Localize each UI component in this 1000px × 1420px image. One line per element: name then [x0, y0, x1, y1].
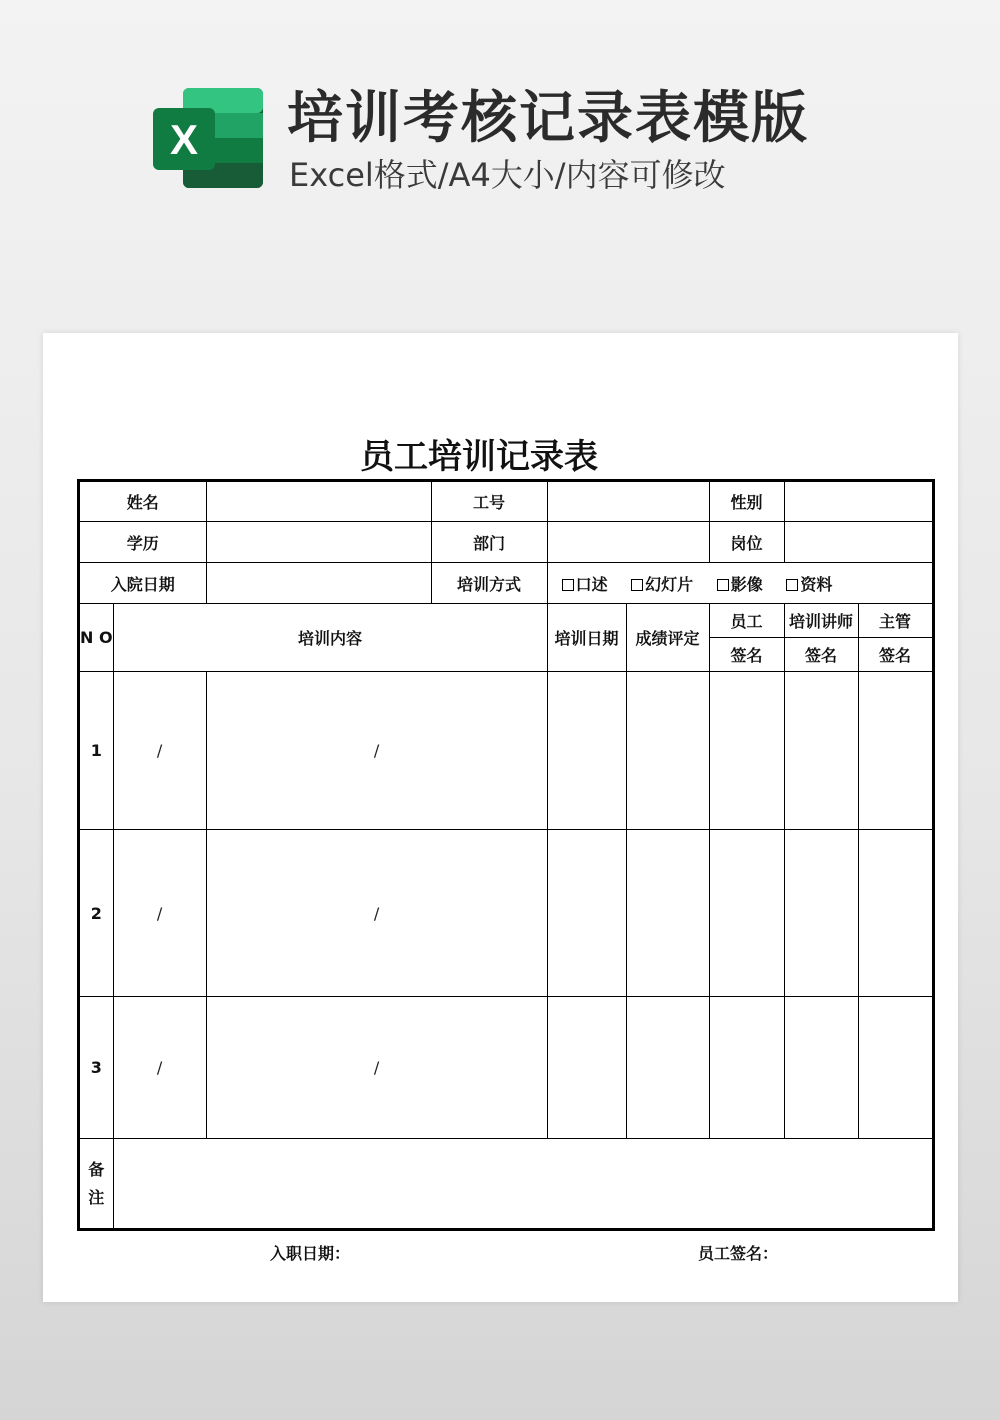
col-header-date: 培训日期	[547, 604, 626, 672]
row-cell-employee-sign[interactable]	[709, 672, 784, 830]
document-page	[43, 333, 958, 1302]
table-row	[79, 672, 934, 830]
training-method-options	[547, 563, 933, 604]
education-field[interactable]	[206, 522, 431, 563]
remarks-label	[79, 1139, 114, 1230]
method-option-label: 资料	[800, 574, 833, 594]
row-cell-date[interactable]	[547, 830, 626, 997]
row-cell-employee-sign[interactable]	[709, 830, 784, 997]
name-label: 姓名	[79, 481, 207, 522]
checkbox-icon	[717, 579, 729, 591]
col-header-no: N O	[79, 604, 114, 672]
method-option-label: 幻灯片	[645, 574, 694, 594]
excel-logo-letter: X	[169, 116, 199, 163]
method-option-slides[interactable]	[631, 575, 693, 594]
row-cell-evaluation[interactable]	[626, 997, 709, 1139]
remarks-label-char: 备	[88, 1159, 105, 1179]
row-cell-a[interactable]: /	[113, 997, 206, 1139]
row-cell-trainer-sign[interactable]	[784, 997, 858, 1139]
row-cell-content[interactable]: /	[206, 672, 547, 830]
col-header-employee: 员工	[709, 604, 784, 638]
training-method-label: 培训方式	[431, 563, 547, 604]
row-number: 3	[79, 997, 114, 1139]
training-record-form	[77, 479, 935, 1231]
row-cell-supervisor-sign[interactable]	[858, 830, 933, 997]
row-cell-content[interactable]: /	[206, 830, 547, 997]
checkbox-icon	[562, 579, 574, 591]
table-row	[79, 830, 934, 997]
row-cell-date[interactable]	[547, 672, 626, 830]
col-header-supervisor: 主管	[858, 604, 933, 638]
position-field[interactable]	[784, 522, 933, 563]
document-title: 员工培训记录表	[360, 437, 598, 477]
method-option-materials[interactable]	[786, 575, 832, 594]
col-header-signature: 签名	[858, 638, 933, 672]
row-cell-date[interactable]	[547, 997, 626, 1139]
row-number: 2	[79, 830, 114, 997]
col-header-content: 培训内容	[113, 604, 547, 672]
row-cell-employee-sign[interactable]	[709, 997, 784, 1139]
col-header-trainer: 培训讲师	[784, 604, 858, 638]
employee-signature-label: 员工签名：	[698, 1244, 779, 1263]
gender-field[interactable]	[784, 481, 933, 522]
col-header-evaluation: 成绩评定	[626, 604, 709, 672]
row-cell-evaluation[interactable]	[626, 672, 709, 830]
gender-label: 性别	[709, 481, 784, 522]
row-cell-trainer-sign[interactable]	[784, 830, 858, 997]
checkbox-icon	[631, 579, 643, 591]
row-cell-evaluation[interactable]	[626, 830, 709, 997]
hire-date-label: 入院日期	[79, 563, 207, 604]
row-cell-supervisor-sign[interactable]	[858, 672, 933, 830]
job-no-label: 工号	[431, 481, 547, 522]
method-option-label: 口述	[575, 574, 608, 594]
job-no-field[interactable]	[547, 481, 709, 522]
page-header	[0, 0, 1000, 230]
row-cell-a[interactable]: /	[113, 830, 206, 997]
education-label: 学历	[79, 522, 207, 563]
header-title: 培训考核记录表模版	[287, 86, 809, 151]
row-cell-a[interactable]: /	[113, 672, 206, 830]
row-cell-supervisor-sign[interactable]	[858, 997, 933, 1139]
remarks-field[interactable]	[113, 1139, 933, 1230]
col-header-signature: 签名	[709, 638, 784, 672]
entry-date-label: 入职日期：	[270, 1244, 351, 1263]
table-row	[79, 997, 934, 1139]
department-field[interactable]	[547, 522, 709, 563]
remarks-label-char: 注	[88, 1187, 105, 1207]
method-option-video[interactable]	[717, 575, 763, 594]
method-option-label: 影像	[730, 574, 763, 594]
excel-logo-icon	[153, 88, 265, 188]
method-option-oral[interactable]	[562, 575, 608, 594]
header-subtitle: Excel格式/A4大小/内容可修改	[289, 156, 726, 194]
checkbox-icon	[786, 579, 798, 591]
row-number: 1	[79, 672, 114, 830]
row-cell-trainer-sign[interactable]	[784, 672, 858, 830]
name-field[interactable]	[206, 481, 431, 522]
col-header-signature: 签名	[784, 638, 858, 672]
position-label: 岗位	[709, 522, 784, 563]
department-label: 部门	[431, 522, 547, 563]
hire-date-field[interactable]	[206, 563, 431, 604]
row-cell-content[interactable]: /	[206, 997, 547, 1139]
